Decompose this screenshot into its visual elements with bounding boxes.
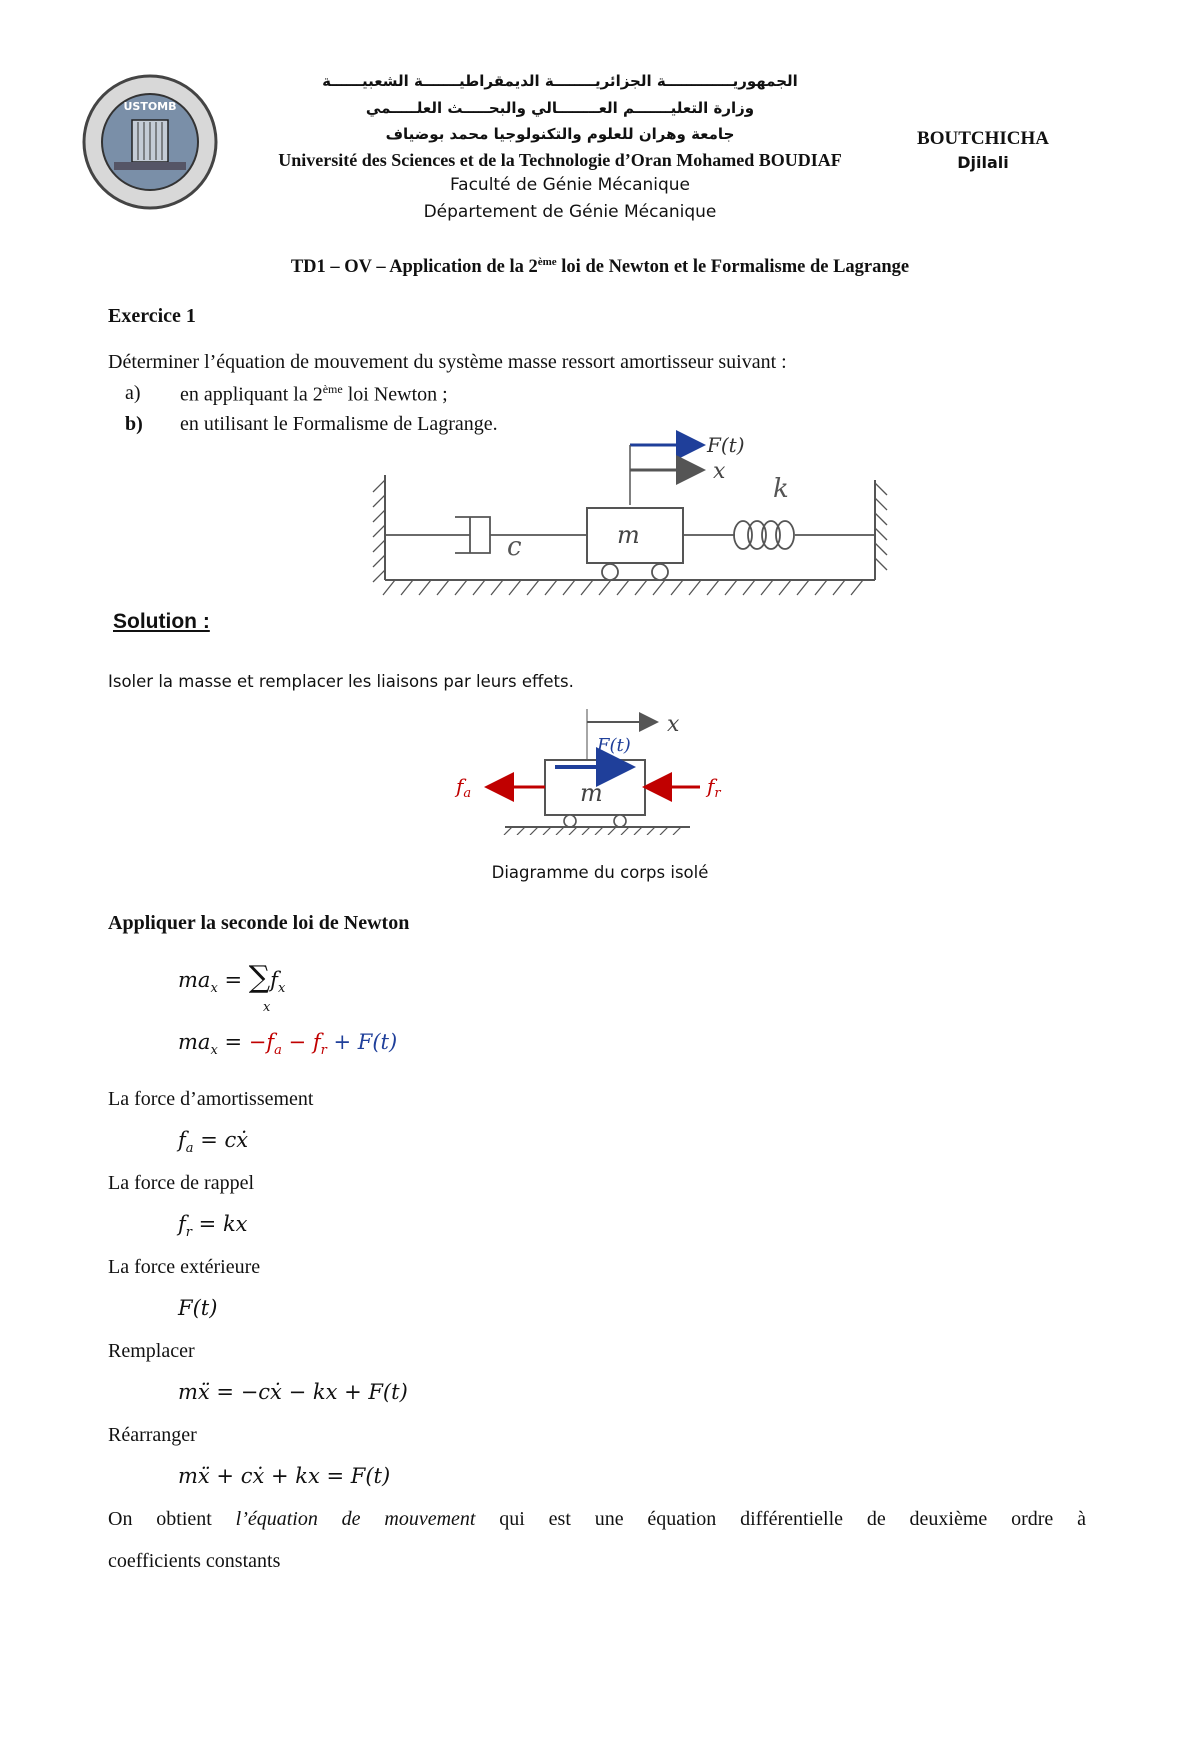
spring: [683, 521, 875, 549]
figure-free-body-diagram: [450, 705, 730, 835]
faculty-name: Faculté de Génie Mécanique: [449, 175, 691, 195]
department-name: Département de Génie Mécanique: [423, 202, 717, 222]
fbd-force-label: F(t): [597, 735, 631, 756]
spring-force-label: La force de rappel: [108, 1172, 255, 1194]
equation-replace: mẍ = −cẋ − kx + F(t): [178, 1380, 408, 1404]
isolate-text: Isoler la masse et remplacer les liaisons par leurs effets.: [108, 672, 574, 691]
arabic-header-line-1: الجمهوريـــــــــــــة الجزائريــــــــة الديمقراطيـــــــة الشعبيــــــة: [322, 72, 798, 90]
replace-label: Remplacer: [108, 1340, 195, 1362]
equation-damping: $f_a$ = cẋ: [178, 1128, 249, 1157]
item-a-text: en appliquant la 2ème loi Newton ;: [180, 382, 448, 406]
university-logo: [80, 72, 220, 212]
arabic-header-line-3: جامعة وهران للعلوم والتكنولوجيا محمد بوضياف: [385, 125, 735, 143]
arabic-header-line-2: وزارة التعليـــــــم العــــــــالي والبحـــــث العلـــــمي: [365, 99, 755, 117]
item-b-label: b): [125, 413, 143, 435]
wheel-right: [652, 564, 668, 580]
fbd-mass-label: m: [580, 779, 603, 807]
wheel-left: [602, 564, 618, 580]
external-force-label: La force extérieure: [108, 1256, 261, 1278]
fbd-wheel-right: [614, 815, 626, 827]
newton-heading: Appliquer la seconde loi de Newton: [108, 912, 410, 934]
damper-label: c: [507, 532, 522, 562]
logo-text: USTOMB: [123, 100, 177, 113]
author-last-name: BOUTCHICHA: [917, 128, 1049, 149]
conclusion-line-1: On obtient l’équation de mouvement qui est une équation différentielle de deuxième ordre à: [108, 1508, 1086, 1530]
fr-label: $f_r$: [707, 774, 721, 801]
force-label: F(t): [707, 433, 745, 457]
exercise-heading: Exercice 1: [108, 305, 196, 327]
equation-spring: $f_r$ = kx: [178, 1212, 248, 1241]
question-text: Déterminer l’équation de mouvement du système masse ressort amortisseur suivant :: [108, 351, 787, 373]
equation-newton-sum: $ma_x = \sum f_x$: [178, 960, 286, 997]
spring-label: k: [773, 474, 789, 504]
figure-mass-spring-damper: [355, 425, 895, 600]
item-b-text: en utilisant le Formalisme de Lagrange.: [180, 413, 498, 435]
rearrange-label: Réarranger: [108, 1424, 197, 1446]
author-first-name: Djilali: [957, 153, 1009, 172]
equation-newton-forces: $ma_x = -f_a - f_r + F(t)$: [178, 1030, 398, 1059]
item-a-label: a): [125, 382, 141, 404]
equation-external: F(t): [178, 1296, 218, 1320]
fbd-displacement-label: x: [667, 712, 680, 737]
damping-force-label: La force d’amortissement: [108, 1088, 314, 1110]
fbd-caption: Diagramme du corps isolé: [491, 863, 709, 882]
fa-label: $f_a$: [456, 774, 472, 801]
damper: [385, 517, 587, 553]
equation-final: mẍ + cẋ + kx = F(t): [178, 1464, 391, 1488]
sum-index: x: [263, 1000, 271, 1015]
solution-heading: Solution :: [113, 610, 210, 633]
conclusion-line-2: coefficients constants: [108, 1550, 281, 1572]
university-name: Université des Sciences et de la Technologie d’Oran Mohamed BOUDIAF: [278, 150, 842, 170]
document-title: TD1 – OV – Application de la 2ème loi de Newton et le Formalisme de Lagrange: [290, 256, 910, 278]
displacement-label: x: [713, 459, 726, 484]
fbd-wheel-left: [564, 815, 576, 827]
mass-label: m: [617, 521, 640, 549]
